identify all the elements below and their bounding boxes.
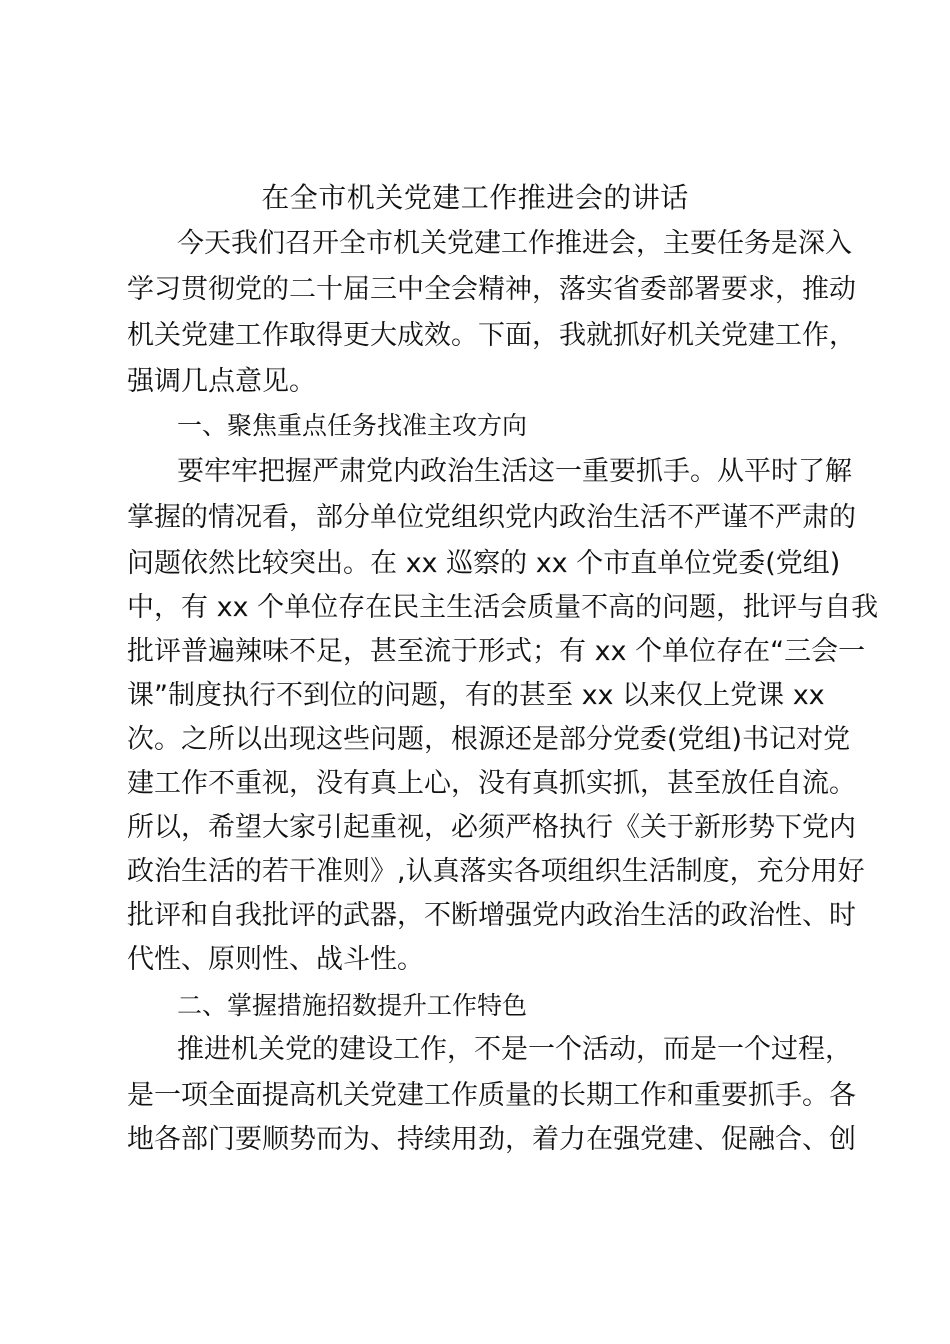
paragraph-line: 掌握的情况看，部分单位党组织党内政治生活不严谨不严肃的 <box>127 502 856 533</box>
paragraph-line: 代性、原则性、战斗性。 <box>127 944 424 975</box>
paragraph-line: 课”制度执行不到位的问题，有的甚至 xx 以来仅上党课 xx <box>127 680 825 711</box>
document-title: 在全市机关党建工作推进会的讲话 <box>261 181 689 214</box>
paragraph-line: 政治生活的若干准则》,认真落实各项组织生活制度，充分用好 <box>127 856 865 887</box>
section-heading: 二、掌握措施招数提升工作特色 <box>177 991 528 1020</box>
paragraph-line: 批评普遍辣味不足，甚至流于形式；有 xx 个单位存在“三会一 <box>127 636 866 667</box>
paragraph-line: 今天我们召开全市机关党建工作推进会，主要任务是深入 <box>177 228 852 259</box>
paragraph-line: 学习贯彻党的二十届三中全会精神，落实省委部署要求，推动 <box>127 274 856 305</box>
paragraph-line: 建工作不重视，没有真上心，没有真抓实抓，甚至放任自流。 <box>127 768 856 799</box>
paragraph-line: 是一项全面提高机关党建工作质量的长期工作和重要抓手。各 <box>127 1080 856 1111</box>
paragraph-line: 批评和自我批评的武器，不断增强党内政治生活的政治性、时 <box>127 900 856 931</box>
paragraph-line: 次。之所以出现这些问题，根源还是部分党委(党组)书记对党 <box>127 724 851 755</box>
paragraph-line: 机关党建工作取得更大成效。下面，我就抓好机关党建工作， <box>127 320 856 351</box>
section-heading: 一、聚焦重点任务找准主攻方向 <box>177 411 528 440</box>
paragraph-line: 问题依然比较突出。在 xx 巡察的 xx 个市直单位党委(党组) <box>127 548 841 579</box>
paragraph-line: 中，有 xx 个单位存在民主生活会质量不高的问题，批评与自我 <box>127 592 879 623</box>
paragraph-line: 所以，希望大家引起重视，必须严格执行《关于新形势下党内 <box>127 812 856 843</box>
paragraph-line: 要牢牢把握严肃党内政治生活这一重要抓手。从平时了解 <box>177 456 852 487</box>
paragraph-line: 推进机关党的建设工作，不是一个活动，而是一个过程， <box>177 1034 852 1065</box>
paragraph-line: 地各部门要顺势而为、持续用劲，着力在强党建、促融合、创 <box>127 1124 856 1155</box>
paragraph-line: 强调几点意见。 <box>127 366 316 397</box>
